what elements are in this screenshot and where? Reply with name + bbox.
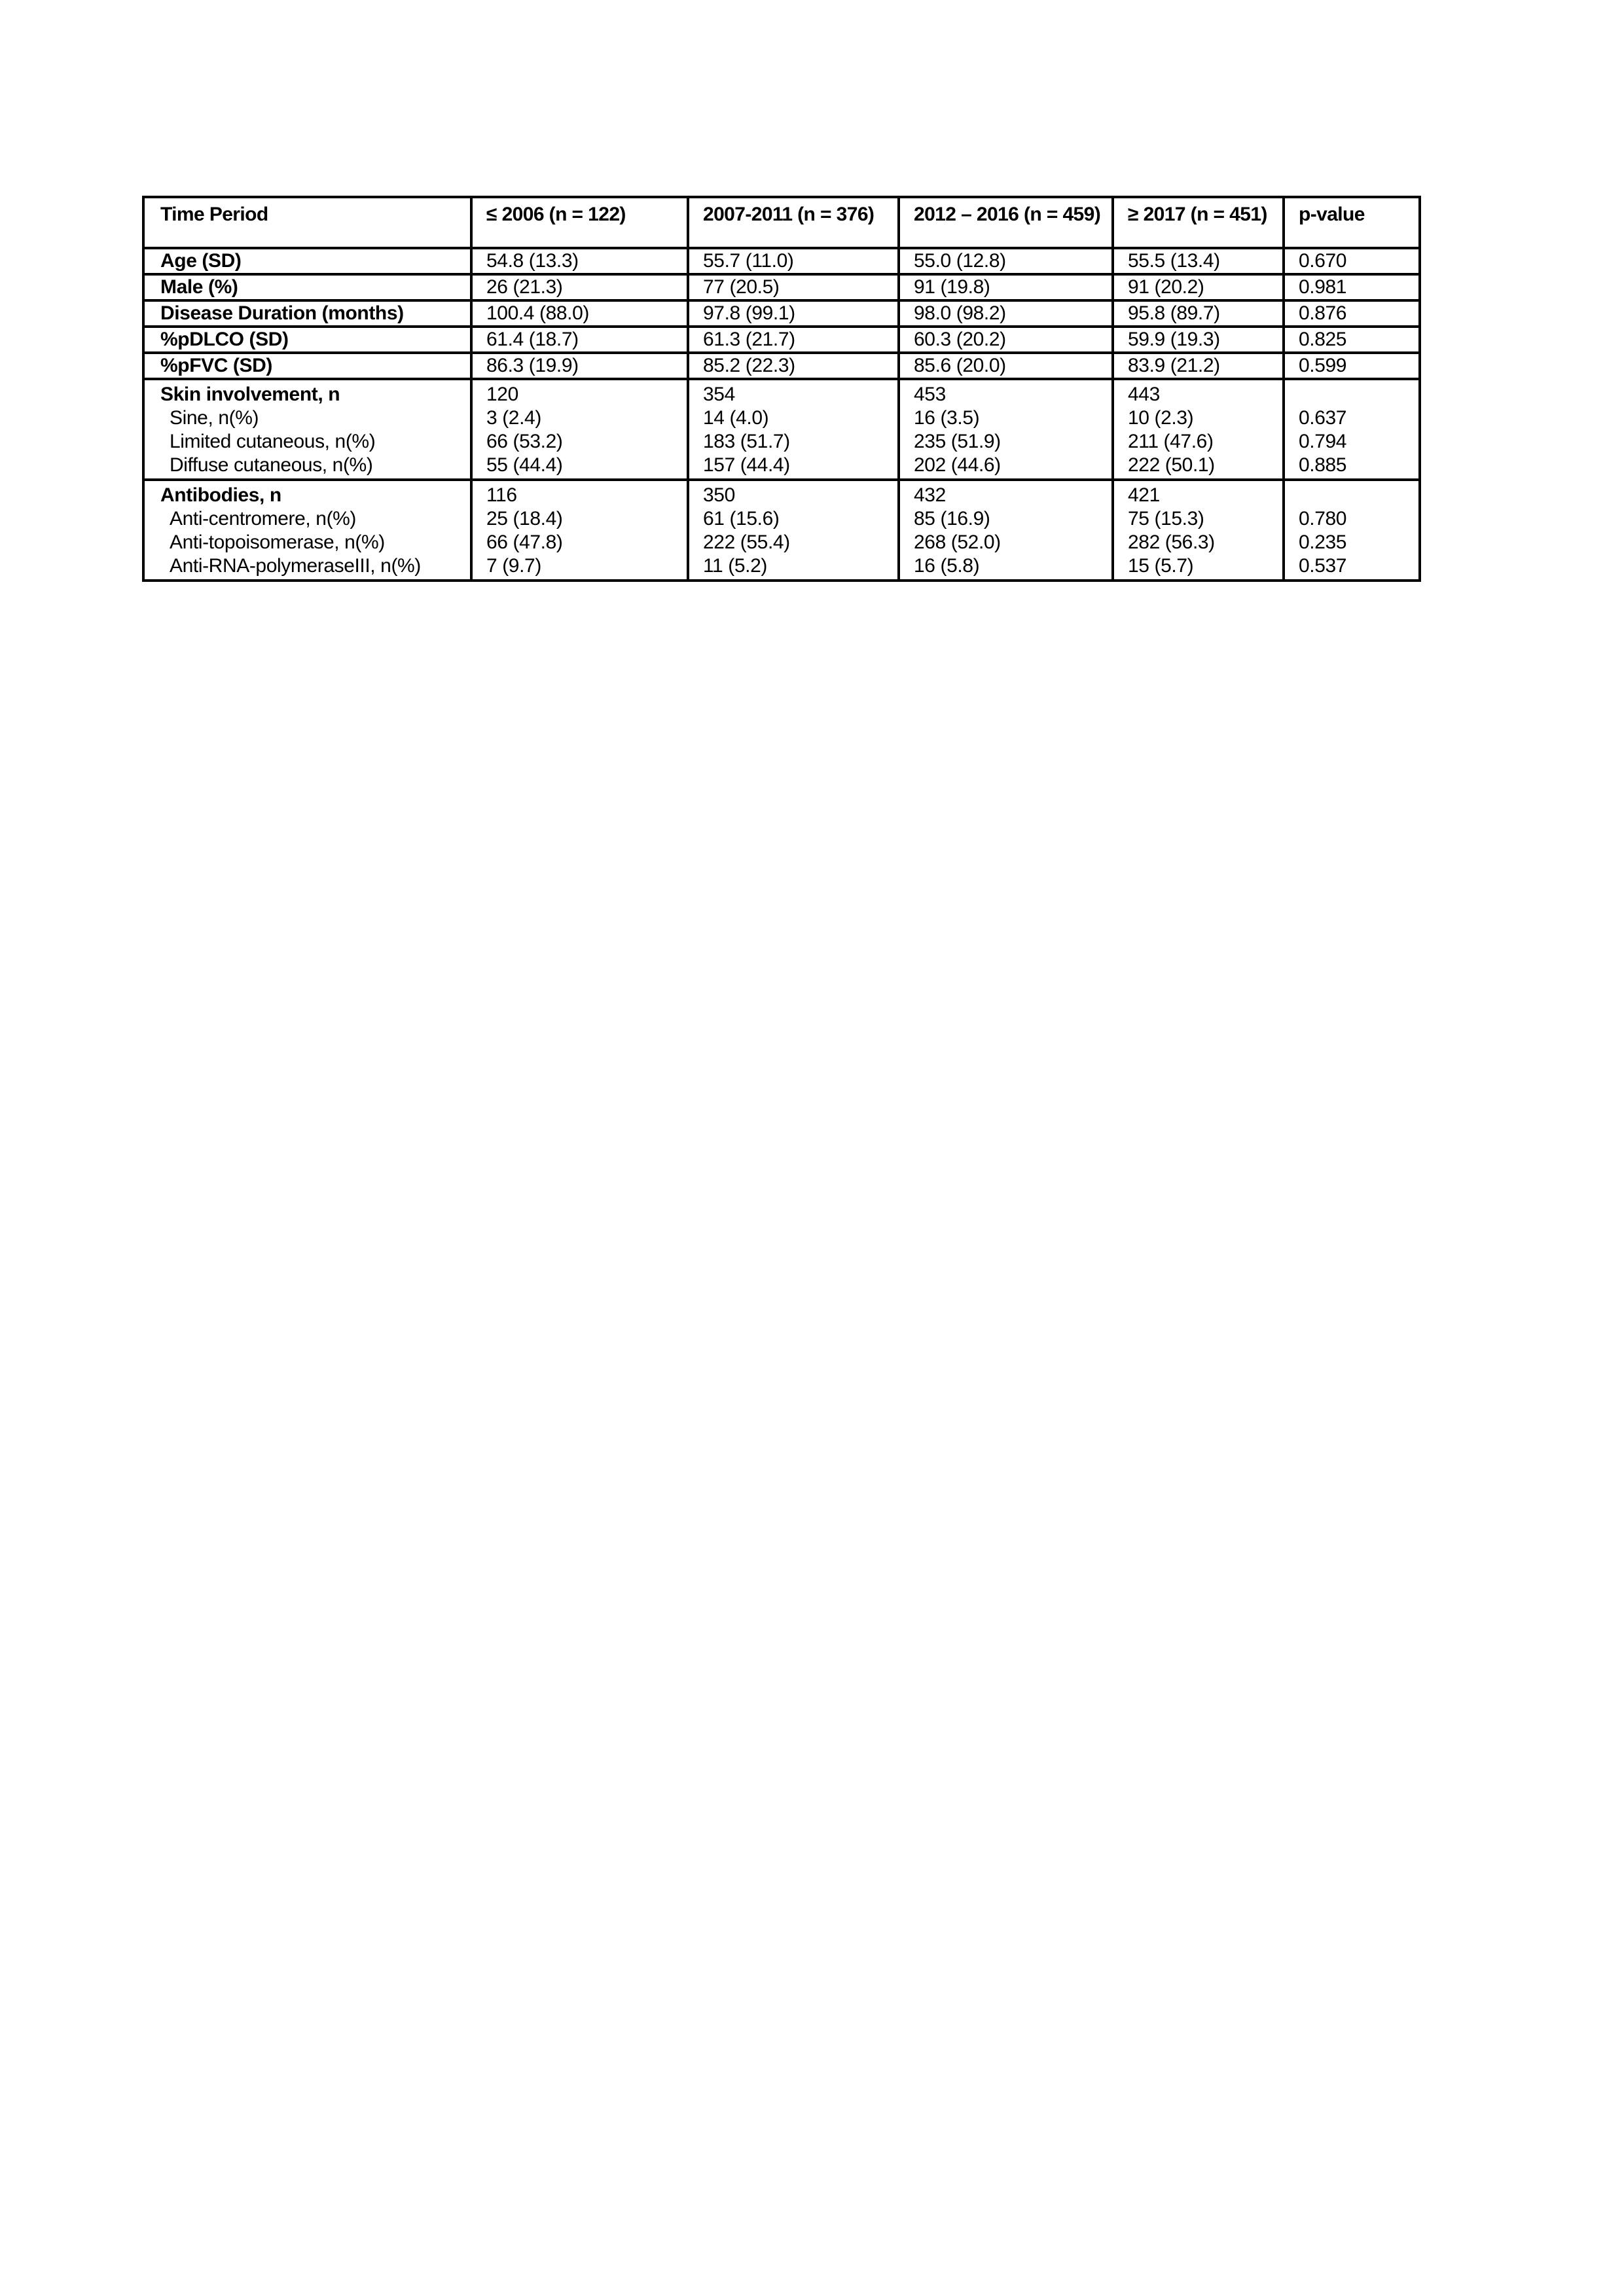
cell-value: 54.8 (13.3) xyxy=(471,248,688,274)
row-label: Male (%) xyxy=(143,274,471,300)
table-row-male xyxy=(143,274,1420,300)
p-value-cell: 0.599 xyxy=(1284,353,1420,379)
group-header-label: Skin involvement, n xyxy=(160,384,340,405)
cell-value: 77 (20.5) xyxy=(688,274,899,300)
row-label: %pFVC (SD) xyxy=(143,353,471,379)
column-header-time-period: Time Period xyxy=(143,197,471,248)
cell-value: 91 (19.8) xyxy=(899,274,1113,300)
cell-value: 55.7 (11.0) xyxy=(688,248,899,274)
cell-value: 350 xyxy=(703,484,735,506)
p-value-cell: 0.780 xyxy=(1299,508,1347,529)
table-row-disease-duration xyxy=(143,300,1420,327)
cell-value: 443 xyxy=(1128,384,1160,405)
p-value-cell xyxy=(1299,383,1415,406)
cell-value: 202 (44.6) xyxy=(914,454,1001,476)
cell-value: 91 (20.2) xyxy=(1113,274,1284,300)
row-label: Anti-topoisomerase, n(%) xyxy=(170,531,385,553)
row-label: Anti-centromere, n(%) xyxy=(170,508,357,529)
cell-value: 432 xyxy=(914,484,946,506)
p-value-cell: 0.876 xyxy=(1284,300,1420,327)
cell-value: 7 (9.7) xyxy=(486,555,541,577)
cell-value: 211 (47.6) xyxy=(1128,431,1214,452)
p-value-cell xyxy=(1299,484,1415,507)
group-value-cell xyxy=(1113,379,1284,480)
p-value-cell: 0.637 xyxy=(1299,407,1347,429)
cell-value: 61.4 (18.7) xyxy=(471,327,688,353)
row-label: Sine, n(%) xyxy=(170,407,259,429)
cell-value: 235 (51.9) xyxy=(914,431,1001,452)
cell-value: 85.6 (20.0) xyxy=(899,353,1113,379)
row-label: Anti-RNA-polymeraseIII, n(%) xyxy=(170,555,421,577)
cell-value: 16 (5.8) xyxy=(914,555,980,577)
p-value-cell: 0.670 xyxy=(1284,248,1420,274)
cell-value: 354 xyxy=(703,384,735,405)
cell-value: 85.2 (22.3) xyxy=(688,353,899,379)
table-row-pfvc xyxy=(143,353,1420,379)
row-label: %pDLCO (SD) xyxy=(143,327,471,353)
group-value-cell xyxy=(688,379,899,480)
cell-value: 3 (2.4) xyxy=(486,407,541,429)
group-header-label: Antibodies, n xyxy=(160,484,281,506)
cell-value: 55.0 (12.8) xyxy=(899,248,1113,274)
cell-value: 16 (3.5) xyxy=(914,407,980,429)
cell-value: 10 (2.3) xyxy=(1128,407,1194,429)
group-p-value-cell xyxy=(1284,379,1420,480)
p-value-cell: 0.981 xyxy=(1284,274,1420,300)
group-label-cell xyxy=(143,480,471,581)
group-value-cell xyxy=(899,379,1113,480)
cell-value: 421 xyxy=(1128,484,1160,506)
cell-value: 95.8 (89.7) xyxy=(1113,300,1284,327)
cell-value: 222 (50.1) xyxy=(1128,454,1215,476)
cell-value: 157 (44.4) xyxy=(703,454,790,476)
p-value-cell: 0.794 xyxy=(1299,431,1347,452)
cell-value: 59.9 (19.3) xyxy=(1113,327,1284,353)
table-group-skin-involvement xyxy=(143,379,1420,480)
table-row-pdlco xyxy=(143,327,1420,353)
cell-value: 11 (5.2) xyxy=(703,555,767,577)
cell-value: 282 (56.3) xyxy=(1128,531,1215,553)
cell-value: 66 (47.8) xyxy=(486,531,563,553)
cell-value: 100.4 (88.0) xyxy=(471,300,688,327)
column-header-ge-2017: ≥ 2017 (n = 451) xyxy=(1113,197,1284,248)
group-label-cell xyxy=(143,379,471,480)
group-p-value-cell xyxy=(1284,480,1420,581)
p-value-cell: 0.235 xyxy=(1299,531,1347,553)
column-header-2007-2011: 2007-2011 (n = 376) xyxy=(688,197,899,248)
group-value-cell xyxy=(1113,480,1284,581)
cell-value: 26 (21.3) xyxy=(471,274,688,300)
cell-value: 55 (44.4) xyxy=(486,454,563,476)
p-value-cell: 0.537 xyxy=(1299,555,1347,577)
cell-value: 83.9 (21.2) xyxy=(1113,353,1284,379)
cell-value: 55.5 (13.4) xyxy=(1113,248,1284,274)
baseline-characteristics-table xyxy=(142,196,1421,582)
cell-value: 116 xyxy=(486,484,517,506)
cell-value: 453 xyxy=(914,384,946,405)
cell-value: 222 (55.4) xyxy=(703,531,790,553)
group-value-cell xyxy=(899,480,1113,581)
cell-value: 86.3 (19.9) xyxy=(471,353,688,379)
p-value-cell: 0.885 xyxy=(1299,454,1347,476)
row-label: Diffuse cutaneous, n(%) xyxy=(170,454,373,476)
cell-value: 14 (4.0) xyxy=(703,407,769,429)
cell-value: 25 (18.4) xyxy=(486,508,563,529)
cell-value: 85 (16.9) xyxy=(914,508,990,529)
cell-value: 268 (52.0) xyxy=(914,531,1001,553)
cell-value: 120 xyxy=(486,384,518,405)
table-row-age xyxy=(143,248,1420,274)
cell-value: 15 (5.7) xyxy=(1128,555,1194,577)
group-value-cell xyxy=(471,379,688,480)
column-header-2012-2016: 2012 – 2016 (n = 459) xyxy=(899,197,1113,248)
cell-value: 66 (53.2) xyxy=(486,431,563,452)
row-label: Limited cutaneous, n(%) xyxy=(170,431,376,452)
group-value-cell xyxy=(688,480,899,581)
cell-value: 183 (51.7) xyxy=(703,431,790,452)
cell-value: 98.0 (98.2) xyxy=(899,300,1113,327)
cell-value: 75 (15.3) xyxy=(1128,508,1204,529)
cell-value: 61.3 (21.7) xyxy=(688,327,899,353)
table-group-antibodies xyxy=(143,480,1420,581)
table-header-row xyxy=(143,197,1420,248)
cell-value: 60.3 (20.2) xyxy=(899,327,1113,353)
column-header-le-2006: ≤ 2006 (n = 122) xyxy=(471,197,688,248)
cell-value: 61 (15.6) xyxy=(703,508,780,529)
column-header-p-value: p-value xyxy=(1284,197,1420,248)
cell-value: 97.8 (99.1) xyxy=(688,300,899,327)
group-value-cell xyxy=(471,480,688,581)
row-label: Age (SD) xyxy=(143,248,471,274)
row-label: Disease Duration (months) xyxy=(143,300,471,327)
p-value-cell: 0.825 xyxy=(1284,327,1420,353)
